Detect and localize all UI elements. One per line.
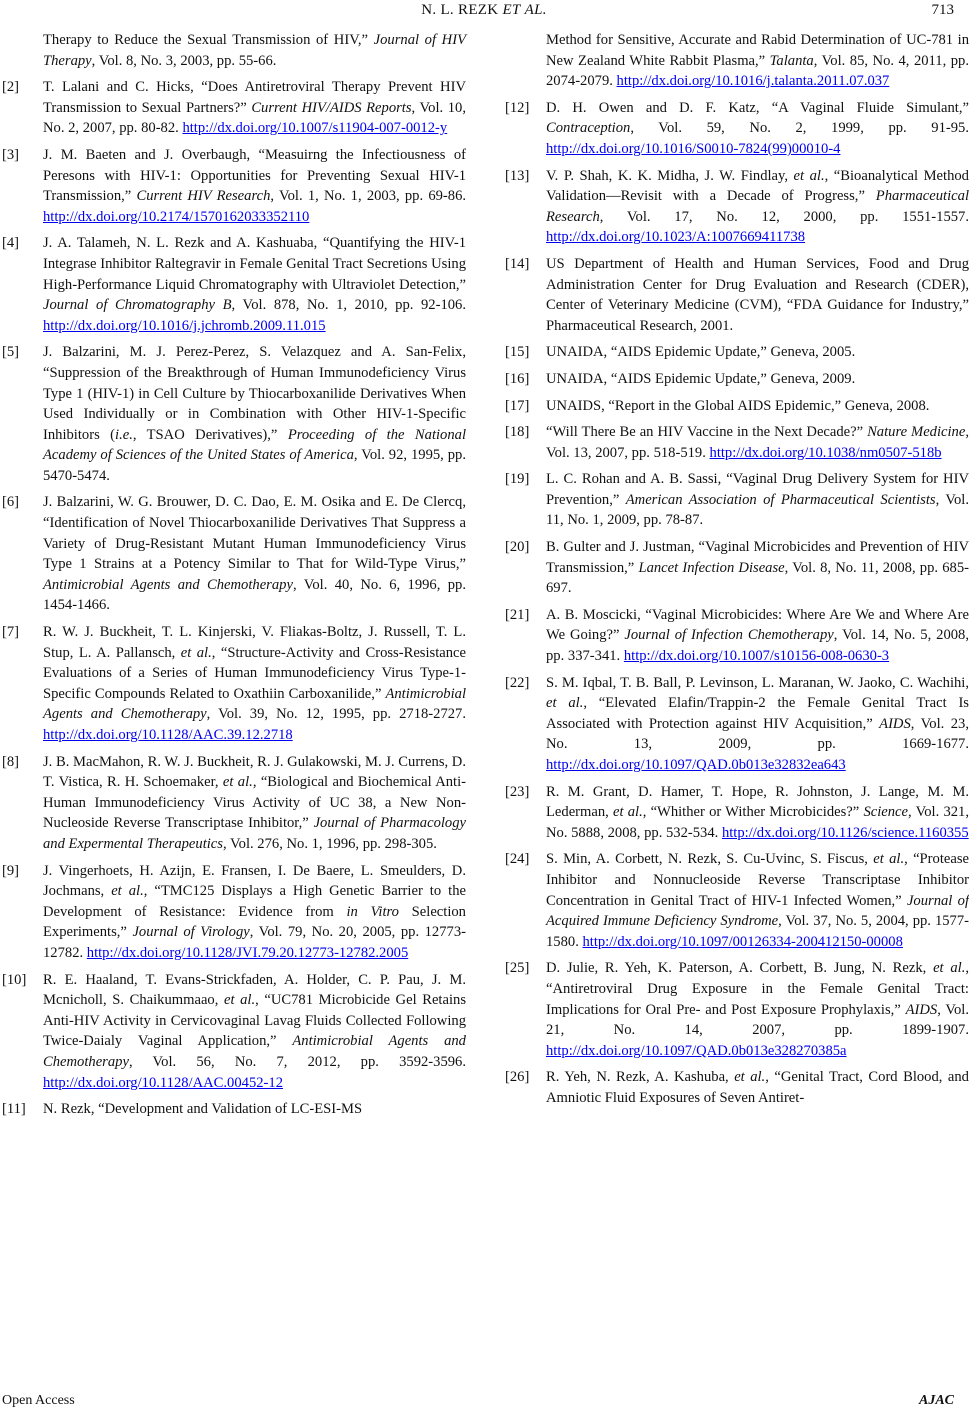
reference-text: , “Whither or Wither Microbicides?” bbox=[642, 804, 864, 821]
reference-number: [24] bbox=[505, 851, 530, 868]
doi-link[interactable]: http://dx.doi.org/10.2174/1570162033352110 bbox=[43, 208, 310, 225]
reference-entry bbox=[503, 605, 969, 667]
doi-link[interactable]: http://dx.doi.org/10.1097/00126334-200412150-00008 bbox=[582, 933, 903, 950]
reference-text: , “Elevated Elafin/Trappin-2 the Female Genital Tract Is Associated with Protection against HIV Acquisition,” bbox=[546, 695, 969, 732]
reference-number: [16] bbox=[505, 370, 530, 387]
reference-italic: Antimicrobial Agents and Chemotherapy bbox=[43, 576, 293, 593]
reference-italic: et al. bbox=[222, 774, 253, 791]
doi-link[interactable]: http://dx.doi.org/10.1097/QAD.0b013e328270385a bbox=[546, 1042, 847, 1059]
running-head-etal-al: AL. bbox=[524, 2, 547, 18]
reference-italic: Antimicrobial Agents and Chemotherapy bbox=[43, 1033, 466, 1070]
reference-entry bbox=[0, 30, 466, 71]
reference-text: , Vol. 13, 2007, pp. 518-519. bbox=[546, 424, 969, 461]
reference-entry bbox=[503, 673, 969, 776]
reference-italic: Proceeding of the National Academy of Sciences of the United States of America bbox=[43, 426, 466, 464]
reference-text: , Vol. 321, No. 5888, 2008, pp. 532-534. bbox=[546, 804, 969, 841]
reference-entry bbox=[503, 958, 969, 1061]
reference-italic: American Association of Pharmaceutical Scientists bbox=[625, 491, 936, 508]
reference-text: , Vol. 21, No. 14, 2007, pp. 1899-1907. bbox=[546, 1001, 969, 1039]
reference-text: , “Antiretroviral Drug Exposure in the Female Genital Tract: Implications for Oral Pre- and Post Exposure Prophylaxis,” bbox=[546, 960, 969, 1018]
doi-link[interactable]: http://dx.doi.org/10.1038/nm0507-518b bbox=[709, 444, 942, 461]
reference-text: T. Lalani and C. Hicks, “Does Antiretroviral Therapy Prevent HIV Transmission to Sexual Partners?” bbox=[43, 79, 466, 116]
reference-italic: et al. bbox=[223, 992, 256, 1009]
reference-text: , “Biological and Biochemical Anti-Human Immunodeficiency Virus Activity of UC 38, a New Non-Nucleoside Reverse Transcriptase Inhibitor,” bbox=[43, 774, 467, 832]
reference-text: A. B. Moscicki, “Vaginal Microbicides: Where Are We and Where Are We Going?” bbox=[546, 606, 969, 644]
reference-number: [13] bbox=[505, 167, 530, 184]
running-head bbox=[0, 2, 968, 19]
reference-number: [9] bbox=[2, 862, 20, 879]
reference-text: D. H. Owen and D. F. Katz, “A Vaginal Fluide Simulant,” bbox=[546, 99, 969, 116]
reference-entry bbox=[503, 849, 969, 952]
reference-number: [3] bbox=[2, 146, 20, 163]
reference-entry bbox=[0, 492, 466, 616]
reference-number: [7] bbox=[2, 624, 20, 641]
reference-entry bbox=[0, 1099, 466, 1120]
reference-text: B. Gulter and J. Justman, “Vaginal Microbicides and Prevention of HIV Transmission,” bbox=[546, 539, 969, 576]
doi-link[interactable]: http://dx.doi.org/10.1016/j.talanta.2011.07.037 bbox=[616, 73, 890, 90]
reference-text: Therapy to Reduce the Sexual Transmission of HIV,” bbox=[43, 32, 374, 48]
reference-entry bbox=[503, 782, 969, 844]
doi-link[interactable]: http://dx.doi.org/10.1128/AAC.00452-12 bbox=[43, 1074, 283, 1091]
doi-link[interactable]: http://dx.doi.org/10.1016/j.jchromb.2009.11.015 bbox=[43, 317, 326, 334]
doi-link[interactable]: http://dx.doi.org/10.1097/QAD.0b013e32832ea643 bbox=[546, 757, 846, 773]
reference-text: US Department of Health and Human Services, Food and Drug Administration Center for Drug Evaluation and Research (CDER), Center of Veterinary Medicine (CVM), “FDA Guidance for Industry,” Pharmaceutical Research, 2001. bbox=[546, 255, 969, 334]
reference-text: D. Julie, R. Yeh, K. Paterson, A. Corbett, B. Jung, N. Rezk, bbox=[546, 960, 934, 977]
doi-link[interactable]: http://dx.doi.org/10.1007/s10156-008-0630-3 bbox=[623, 648, 890, 665]
reference-column-left bbox=[0, 30, 466, 1126]
reference-text: , Vol. 40, No. 6, 1996, pp. 1454-1466. bbox=[43, 576, 466, 614]
reference-text: , Vol. 276, No. 1, 1996, pp. 298-305. bbox=[222, 835, 437, 852]
reference-number: [19] bbox=[505, 471, 530, 488]
reference-text: , Vol. 92, 1995, pp. 5470-5474. bbox=[43, 447, 466, 484]
reference-number: [15] bbox=[505, 344, 530, 361]
reference-text: , Vol. 17, No. 12, 2000, pp. 1551-1557. bbox=[599, 208, 969, 225]
reference-text: J. B. MacMahon, R. W. J. Buckheit, R. J. Gulakowski, M. J. Currens, D. T. Vistica, R. H. Schoemaker, bbox=[43, 753, 466, 791]
reference-text: R. W. J. Buckheit, T. L. Kinjerski, V. Fliakas-Boltz, J. Russell, T. L. Stup, L. A. Pallansch, bbox=[43, 624, 466, 661]
reference-number: [8] bbox=[2, 753, 20, 770]
reference-number: [2] bbox=[2, 79, 20, 96]
reference-text: V. P. Shah, K. K. Midha, J. W. Findlay, bbox=[546, 167, 794, 184]
reference-italic: Pharmaceutical Research bbox=[546, 188, 969, 225]
reference-text: , “Bioanalytical Method Validation—Revisit with a Decade of Progress,” bbox=[546, 167, 969, 205]
reference-number: [5] bbox=[2, 344, 20, 361]
page-number: 713 bbox=[931, 2, 954, 18]
reference-column-right bbox=[503, 30, 969, 1115]
page-header bbox=[0, 0, 968, 28]
reference-text: , Vol. 85, No. 4, 2011, pp. 2074-2079. bbox=[546, 52, 969, 90]
reference-text: Selection Experiments,” bbox=[43, 903, 466, 941]
reference-italic: Current HIV/AIDS Reports bbox=[251, 99, 412, 116]
reference-text: , Vol. 11, No. 1, 2009, pp. 78-87. bbox=[546, 491, 969, 529]
reference-text: , Vol. 37, No. 5, 2004, pp. 1577-1580. bbox=[546, 913, 969, 950]
reference-text: , “Genital Tract, Cord Blood, and Amniotic Fluid Exposures of Seven Antiret- bbox=[546, 1069, 969, 1106]
reference-entry bbox=[0, 77, 466, 139]
reference-italic: Journal of Chromatography B bbox=[43, 297, 232, 314]
reference-number: [17] bbox=[505, 397, 530, 414]
reference-number: [11] bbox=[2, 1101, 26, 1118]
doi-link[interactable]: http://dx.doi.org/10.1016/S0010-7824(99)00010-4 bbox=[546, 140, 841, 157]
reference-italic: Science bbox=[863, 804, 909, 821]
reference-italic: Journal of Infection Chemotherapy bbox=[624, 627, 834, 644]
reference-italic: Journal of Pharmacology and Expermental Therapeutics bbox=[43, 815, 466, 852]
reference-number: [18] bbox=[505, 424, 530, 441]
reference-italic: i.e. bbox=[115, 426, 133, 443]
reference-text: , Vol. 79, No. 20, 2005, pp. 12773-12782. bbox=[43, 924, 466, 961]
open-access-label: Open Access bbox=[2, 1393, 75, 1408]
reference-italic: Journal of Virology bbox=[132, 924, 250, 941]
running-head-authors: N. L. REZK bbox=[421, 2, 499, 18]
reference-italic: et al. bbox=[111, 883, 144, 900]
reference-number: [20] bbox=[505, 539, 530, 556]
reference-italic: et al. bbox=[793, 167, 825, 184]
doi-link[interactable]: http://dx.doi.org/10.1128/JVI.79.20.12773-12782.2005 bbox=[86, 944, 409, 961]
reference-italic: Nature Medicine bbox=[867, 424, 966, 441]
reference-text: J. M. Baeten and J. Overbaugh, “Measuirng the Infectiousness of Peresons with HIV-1: Opportunities for Preventing Sexual HIV-1 Transmission,” bbox=[43, 146, 466, 205]
reference-text: , Vol. 8, No. 3, 2003, pp. 55-66. bbox=[91, 52, 277, 69]
reference-number: [14] bbox=[505, 255, 530, 272]
reference-italic: Current HIV Research bbox=[136, 188, 271, 205]
reference-italic: et al. bbox=[873, 851, 905, 868]
reference-number: [26] bbox=[505, 1069, 530, 1086]
reference-italic: et al. bbox=[546, 695, 584, 712]
reference-entry bbox=[503, 469, 969, 531]
reference-text: “Will There Be an HIV Vaccine in the Next Decade?” bbox=[546, 424, 868, 441]
reference-entry bbox=[503, 166, 969, 248]
reference-entry bbox=[503, 30, 969, 92]
reference-italic: Talanta bbox=[769, 52, 814, 69]
reference-text: , Vol. 56, No. 7, 2012, pp. 3592-3596. bbox=[128, 1053, 466, 1070]
reference-number: [10] bbox=[2, 971, 27, 988]
reference-number: [6] bbox=[2, 494, 20, 511]
reference-text: S. Min, A. Corbett, N. Rezk, S. Cu-Uvinc, S. Fiscus, bbox=[546, 851, 874, 868]
reference-entry bbox=[0, 145, 466, 227]
reference-text: , “Structure-Activity and Cross-Resistance Evaluations of a Series of Human Immunodeficiency Virus Type-1-Specific Compounds Related to Oxathiin Carboxanilide,” bbox=[43, 644, 467, 702]
reference-text: J. Vingerhoets, H. Azijn, E. Fransen, I. De Baere, L. Smeulders, D. Jochmans, bbox=[43, 862, 466, 900]
reference-text: , Vol. 39, No. 12, 1995, pp. 2718-2727. bbox=[206, 706, 466, 723]
reference-italic: et al. bbox=[180, 644, 212, 661]
reference-entry bbox=[0, 752, 466, 855]
reference-number: [4] bbox=[2, 235, 20, 252]
reference-entry bbox=[0, 861, 466, 964]
reference-text: N. Rezk, “Development and Validation of LC-ESI-MS bbox=[43, 1101, 363, 1118]
reference-entry bbox=[503, 1067, 969, 1108]
reference-entry bbox=[503, 422, 969, 463]
reference-number: [21] bbox=[505, 606, 530, 623]
reference-text: , Vol. 1, No. 1, 2003, pp. 69-86. bbox=[270, 188, 467, 205]
reference-italic: Journal of HIV Therapy bbox=[43, 32, 466, 69]
reference-italic: Journal of Acquired Immune Deficiency Syndrome bbox=[546, 892, 969, 930]
reference-entry bbox=[503, 369, 969, 390]
reference-text: , Vol. 878, No. 1, 2010, pp. 92-106. bbox=[231, 297, 467, 314]
doi-link[interactable]: http://dx.doi.org/10.1023/A:1007669411738 bbox=[546, 229, 806, 246]
reference-number: [25] bbox=[505, 960, 530, 977]
reference-italic: AIDS bbox=[879, 715, 911, 732]
reference-italic: AIDS bbox=[905, 1001, 938, 1018]
reference-entry bbox=[503, 254, 969, 336]
reference-text: R. Yeh, N. Rezk, A. Kashuba, bbox=[546, 1069, 735, 1086]
reference-entry bbox=[503, 396, 969, 417]
doi-link[interactable]: http://dx.doi.org/10.1128/AAC.39.12.2718 bbox=[43, 727, 293, 743]
reference-text: , “UC781 Microbicide Gel Retains Anti-HIV Activity in Cervicovaginal Lavag Fluids Collected Following Twice-Daialy Vaginal Application,” bbox=[43, 992, 466, 1050]
reference-number: [22] bbox=[505, 674, 530, 691]
reference-entry bbox=[503, 342, 969, 363]
reference-text: L. C. Rohan and A. B. Sassi, “Vaginal Drug Delivery System for HIV Prevention,” bbox=[546, 471, 969, 508]
reference-text: UNAIDA, “AIDS Epidemic Update,” Geneva, 2005. bbox=[546, 344, 856, 361]
reference-text: , Vol. 10, No. 2, 2007, pp. 80-82. bbox=[43, 99, 466, 137]
reference-text: , TSAO Derivatives),” bbox=[132, 426, 288, 443]
reference-number: [23] bbox=[505, 783, 530, 800]
reference-text: UNAIDS, “Report in the Global AIDS Epidemic,” Geneva, 2008. bbox=[546, 397, 930, 414]
reference-italic: in Vitro bbox=[346, 903, 399, 920]
reference-text: J. Balzarini, W. G. Brouwer, D. C. Dao, E. M. Osika and E. De Clercq, “Identification of Novel Thiocarboxanilide Derivatives That Suppress a Variety of Drug-Resistant Mutant Human Immunodeficiency Virus Type 1 Strains at a Potency Similar to That for Wild-Type Virus,” bbox=[43, 494, 466, 573]
reference-text: R. M. Grant, D. Hamer, T. Hope, R. Johnston, J. Lange, M. M. Lederman, bbox=[546, 783, 969, 821]
reference-text: J. A. Talameh, N. L. Rezk and A. Kashuaba, “Quantifying the HIV-1 Integrase Inhibitor Raltegravir in Female Genital Tract Secretions Using High-Performance Liquid Chromatography with Ultraviolet Detection,” bbox=[43, 235, 466, 293]
page-footer bbox=[0, 1390, 968, 1414]
reference-entry bbox=[0, 233, 466, 336]
reference-text: UNAIDA, “AIDS Epidemic Update,” Geneva, 2009. bbox=[546, 370, 856, 387]
reference-text: , Vol. 14, No. 5, 2008, pp. 337-341. bbox=[546, 627, 969, 665]
doi-link[interactable]: http://dx.doi.org/10.1126/science.1160355 bbox=[721, 824, 969, 841]
reference-italic: et al. bbox=[613, 804, 643, 821]
reference-entry bbox=[0, 342, 466, 486]
reference-text: S. M. Iqbal, T. B. Ball, P. Levinson, L. Maranan, W. Jaoko, C. Wachihi, bbox=[546, 674, 969, 691]
reference-italic: et al. bbox=[933, 960, 966, 977]
reference-entry bbox=[503, 537, 969, 599]
reference-text: , Vol. 23, No. 13, 2009, pp. 1669-1677. bbox=[546, 715, 969, 753]
reference-text: , Vol. 59, No. 2, 1999, pp. 91-95. bbox=[630, 120, 969, 137]
reference-italic: Lancet Infection Disease bbox=[638, 559, 785, 576]
reference-number: [12] bbox=[505, 99, 530, 116]
reference-italic: Antimicrobial Agents and Chemotherapy bbox=[43, 685, 466, 723]
reference-entry bbox=[0, 622, 466, 746]
reference-italic: Contraception bbox=[546, 120, 631, 137]
reference-text: Method for Sensitive, Accurate and Rabid Determination of UC-781 in New Zealand White Rabbit Plasma,” bbox=[546, 32, 969, 69]
reference-text: , Vol. 8, No. 11, 2008, pp. 685-697. bbox=[546, 559, 969, 597]
doi-link[interactable]: http://dx.doi.org/10.1007/s11904-007-0012-y bbox=[182, 120, 448, 137]
reference-italic: et al. bbox=[734, 1069, 766, 1086]
reference-text: J. Balzarini, M. J. Perez-Perez, S. Velazquez and A. San-Felix, “Suppression of the Breakthrough of Human Immunodeficiency Virus Type 1 (HIV-1) in Cell Culture by Thiocarboxanilide Derivatives When Used Individually or in Combination with Other HIV-1-Specific Inhibitors ( bbox=[43, 344, 466, 443]
reference-entry bbox=[503, 98, 969, 160]
reference-entry bbox=[0, 970, 466, 1094]
reference-text: R. E. Haaland, T. Evans-Strickfaden, A. Holder, C. P. Pau, J. M. Mcnicholl, S. Chaikummaao, bbox=[43, 971, 466, 1009]
journal-abbrev: AJAC bbox=[918, 1393, 954, 1408]
reference-text: , “TMC125 Displays a High Genetic Barrier to the Development of Resistance: Evidence from bbox=[43, 883, 466, 920]
running-head-etal: ET bbox=[502, 2, 521, 18]
reference-text: , “Protease Inhibitor and Nonnucleoside Reverse Transcriptase Inhibitor Concentration in Genital Tract of HIV-1 Infected Women,” bbox=[546, 851, 969, 909]
